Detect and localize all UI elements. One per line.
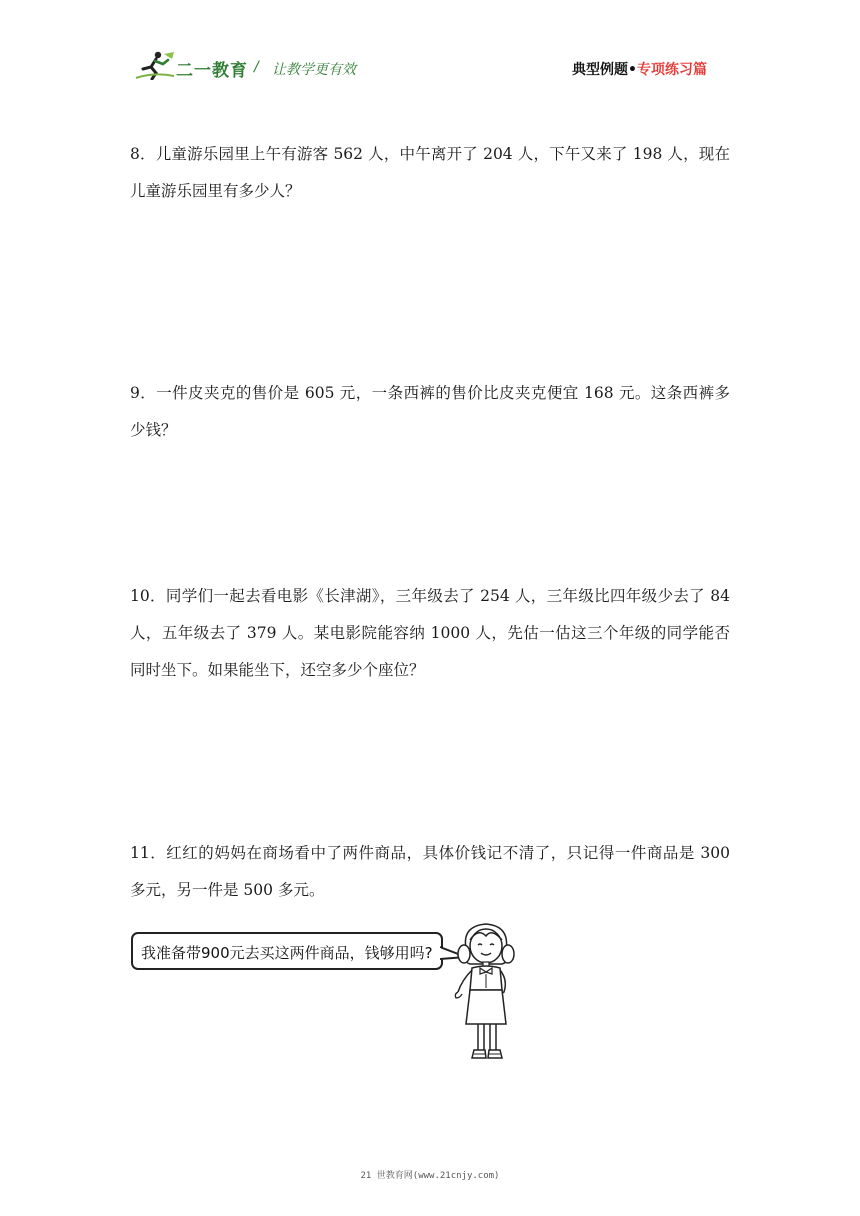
speech-bubble-text: 我准备带900元去买这两件商品，钱够用吗? bbox=[141, 944, 433, 962]
problem-11: 11．红红的妈妈在商场看中了两件商品，具体价钱记不清了，只记得一件商品是 300 多元，另一件是 500 多元。 bbox=[130, 844, 730, 899]
running-figure-logo-icon bbox=[134, 50, 176, 80]
logo-slogan: 让教学更有效 bbox=[272, 62, 356, 78]
problem-9: 9．一件皮夹克的售价是 605 元，一条西裤的售价比皮夹克便宜 168 元。这条西裤多少钱？ bbox=[130, 384, 730, 439]
girl-illustration-icon bbox=[448, 918, 528, 1068]
header-title-highlight: 专项练习篇 bbox=[636, 62, 707, 78]
logo-divider: / bbox=[254, 59, 259, 75]
logo-text: 二一教育 bbox=[176, 61, 248, 81]
page-header bbox=[0, 0, 860, 100]
problem-8: 8．儿童游乐园里上午有游客 562 人，中午离开了 204 人，下午又来了 198 人，现在儿童游乐园里有多少人？ bbox=[130, 145, 730, 200]
header-title bbox=[572, 59, 707, 79]
speech-bubble bbox=[131, 932, 443, 970]
page-footer: 21 世教育网(www.21cnjy.com) bbox=[360, 1171, 500, 1181]
problem-10: 10．同学们一起去看电影《长津湖》，三年级去了 254 人，三年级比四年级少去了 84 人，五年级去了 379 人。某电影院能容纳 1000 人，先估一估这三个年级的同学能否同时坐下。如果能坐下，还空多少个座位？ bbox=[130, 587, 730, 679]
header-title-main: 典型例题• bbox=[572, 62, 637, 78]
